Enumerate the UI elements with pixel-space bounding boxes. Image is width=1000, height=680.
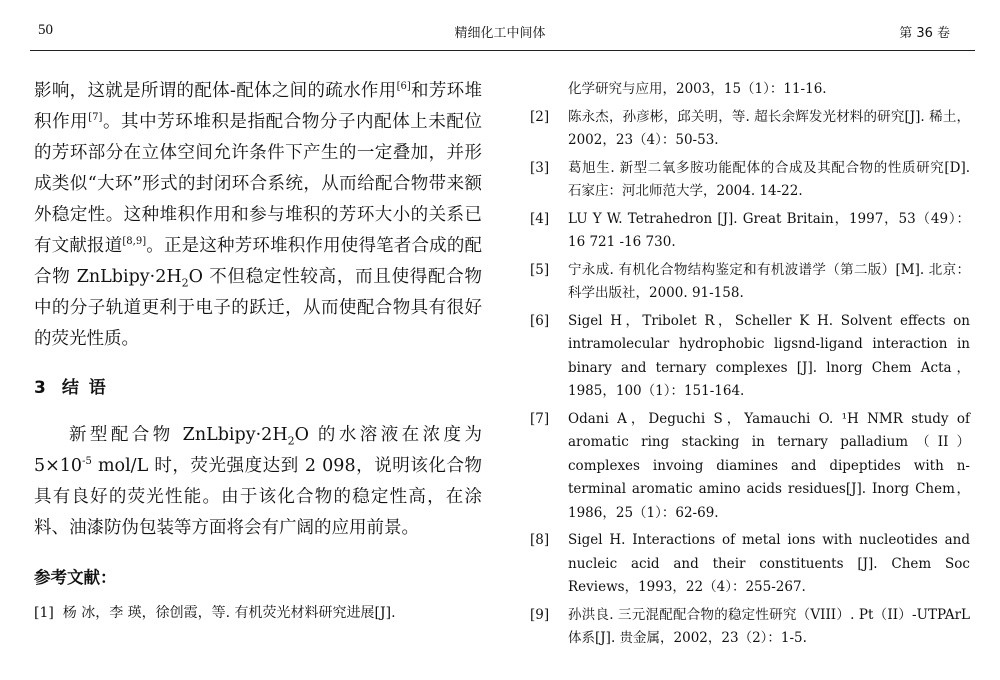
subscript: 2 (181, 276, 189, 290)
reference-text: 宁永成. 有机化合物结构鉴定和有机波谱学（第二版）[M]. 北京：科学出版社，2000. 91-158. (568, 261, 970, 301)
reference-number: [1] (34, 605, 54, 621)
citation: [6] (396, 81, 411, 93)
reference-number: [6] (530, 312, 550, 329)
reference-item (530, 259, 970, 306)
text-span: 。正是这种芳环堆积作用使得笔者合成的配合物 ZnLbipy·2H (34, 236, 483, 287)
references-heading: 参考文献： (34, 568, 117, 587)
subscript: 2 (287, 434, 295, 448)
reference-text: 杨 冰，李 瑛，徐创霞，等. 有机荧光材料研究进展[J]. (62, 605, 396, 621)
reference-number: [2] (530, 108, 550, 125)
section-heading (34, 373, 482, 398)
reference-number: [4] (530, 210, 550, 227)
journal-title: 精细化工中间体 (454, 26, 546, 41)
reference-item (530, 310, 970, 404)
superscript: -5 (82, 456, 92, 468)
reference-item (530, 106, 970, 153)
reference-text: Odani A，Deguchi S，Yamauchi O. ¹H NMR study of aromatic ring stacking in ternary palladium（II）complexes invoing diamines and dipeptides with n-terminal aromatic amino acids residues[J]. Inorg Chem，1986，25（1）：62-69. (568, 410, 970, 521)
reference-item (530, 529, 970, 600)
text-span: mol/L 时，荧光强度达到 2 098，说明该化合物具有良好的荧光性能。由于该化合物的稳定性高，在涂料、油漆防伪包装等方面将会有广阔的应用前景。 (34, 456, 482, 538)
page-header (0, 22, 1000, 44)
reference-number: [8] (530, 532, 550, 548)
reference-number: [5] (530, 261, 550, 278)
reference-item (530, 208, 970, 255)
reference-text: 陈永杰，孙彦彬，邱关明，等. 超长余辉发光材料的研究[J]. 稀土，2002，23（4）：50-53. (568, 108, 970, 148)
text-span: 新型配合物 ZnLbipy·2H (69, 425, 288, 445)
right-column (530, 78, 970, 651)
reference-number: [7] (530, 410, 550, 427)
left-column (34, 76, 482, 624)
reference-text: Sigel H. Interactions of metal ions with nucleotides and nucleic acid and their constituents [J]. Chem Soc Reviews，1993，22（4）：255-267. (568, 532, 970, 595)
text-span: 。其中芳环堆积是指配合物分子内配体上未配位的芳环部分在立体空间允许条件下产生的一定叠加，并形成类似“大环”形式的封闭环合系统，从而给配合物带来额外稳定性。这种堆积作用和参与堆积的芳环大小的关系已有文献报道 (34, 112, 483, 256)
reference-item (530, 604, 970, 651)
reference-continuation: 化学研究与应用，2003，15（1）：11-16. (568, 81, 827, 97)
volume-label: 第 36 卷 (899, 26, 950, 41)
page-number: 50 (38, 22, 53, 38)
reference-item (530, 408, 970, 526)
citation: [7] (88, 112, 103, 124)
reference-text: 葛旭生. 新型二氧多胺功能配体的合成及其配合物的性质研究[D]. 石家庄：河北师范大学，2004. 14-22. (568, 159, 970, 199)
citation: [8,9] (122, 236, 147, 248)
header-rule (30, 50, 975, 51)
body-paragraph (34, 420, 482, 544)
section-number: 3 (34, 378, 48, 398)
reference-number: [3] (530, 159, 550, 176)
text-span: 影响，这就是所谓的配体-配体之间的疏水作用 (34, 81, 397, 101)
reference-text: LU Y W. Tetrahedron [J]. Great Britain，1997，53（49）：16 721 -16 730. (568, 210, 970, 250)
text-span: 和芳环堆积作用 (34, 81, 482, 132)
section-title: 结 语 (61, 378, 108, 398)
reference-number: [9] (530, 606, 550, 623)
reference-text: Sigel H，Tribolet R，Scheller K H. Solvent effects on intramolecular hydrophobic ligsnd-ligand interaction in binary and ternary complexes [J]. lnorg Chem Acta，1985，100（1）：151-164. (568, 312, 970, 399)
reference-item (530, 157, 970, 204)
text-span: O 不但稳定性较高，而且使得配合物中的分子轨道更利于电子的跃迁，从而使配合物具有很好的荧光性质。 (34, 267, 482, 349)
text-span: O 的水溶液在浓度为 5×10 (34, 425, 482, 476)
reference-item (34, 602, 482, 624)
body-paragraph (34, 76, 482, 355)
reference-text: 孙洪良. 三元混配配合物的稳定性研究（VIII）. Pt（II）-UTPArL 体系[J]. 贵金属，2002，23（2）：1-5. (568, 606, 970, 646)
